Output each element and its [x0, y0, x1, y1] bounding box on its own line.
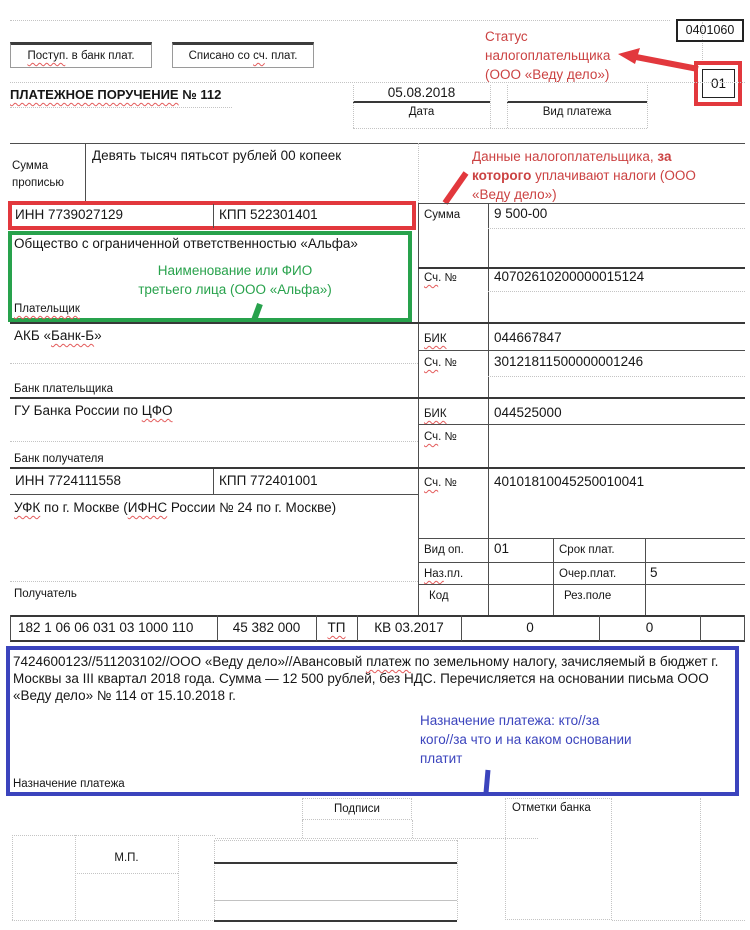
priority-value: 5 [650, 565, 658, 580]
dotted-line [488, 291, 745, 292]
payee-inn: ИНН 7724111558 [15, 473, 122, 488]
payer-data-annotation: Данные налогоплательщика, за которого уплачивают налоги (ООО «Веду дело») [472, 149, 696, 202]
taxpayer-status-box [702, 69, 735, 98]
form-code-box [676, 19, 744, 42]
payer-bank-account-label: Сч. № [424, 357, 457, 369]
red-arrow-icon [618, 48, 702, 76]
signature-line [214, 862, 457, 864]
form-code: 0401060 [685, 23, 735, 37]
received-in-bank-label: Поступ. в банк плат. [27, 50, 135, 62]
divider-line [10, 322, 745, 324]
date-label: Дата [408, 106, 435, 118]
payee-label: Получатель [14, 588, 77, 600]
kbk-cell: 182 1 06 06 031 03 1000 110 [18, 620, 194, 635]
divider-line [10, 640, 745, 642]
signatures-box [302, 798, 412, 820]
dotted-line [12, 835, 13, 920]
divider-line [488, 203, 489, 615]
dotted-line [10, 107, 232, 108]
signature-line [214, 920, 457, 922]
divider-line [418, 203, 745, 204]
payment-type-label: Вид платежа [542, 106, 612, 118]
amount-value: 9 500-00 [494, 206, 548, 221]
dotted-line [490, 85, 491, 128]
doc-number-cell: 0 [526, 620, 534, 635]
tax-period-cell: КВ 03.2017 [374, 620, 444, 635]
payer-bank-name: АКБ «Банк-Б» [14, 328, 102, 343]
payer-bank-bik: 044667847 [494, 330, 562, 345]
dotted-line [353, 85, 354, 128]
divider-line [418, 538, 745, 539]
divider-line [418, 203, 419, 615]
dotted-line [488, 228, 745, 229]
payee-bank-label: Банк получателя [14, 453, 104, 465]
stamp-label: М.П. [114, 852, 139, 864]
status-annotation: Статус налогоплательщика (ООО «Веду дело») [485, 29, 611, 82]
dotted-line [214, 840, 215, 920]
divider-line [353, 101, 490, 103]
payee-bank-name: ГУ Банка России по ЦФО [14, 403, 173, 418]
dotted-line [488, 376, 745, 377]
divider-line [418, 584, 745, 585]
purpose-annotation: Назначение платежа: кто//за кого//за что и на каком основании платит [420, 713, 632, 766]
payer-kpp: КПП 522301401 [219, 207, 318, 222]
document-title: ПЛАТЕЖНОЕ ПОРУЧЕНИЕ № 112 [10, 87, 222, 102]
bank-marks-label: Отметки банка [512, 802, 591, 814]
dotted-line [412, 820, 413, 838]
divider-line [700, 615, 701, 641]
purpose-code-label: Наз.пл. [424, 568, 464, 580]
payer-inn: ИНН 7739027129 [15, 207, 124, 222]
divider-line [418, 424, 745, 425]
divider-line [10, 615, 745, 617]
divider-line [10, 494, 418, 495]
payer-bank-bik-label: БИК [424, 333, 447, 345]
divider-line [507, 101, 647, 103]
dotted-line [75, 835, 76, 920]
bank-marks-box [505, 798, 612, 920]
divider-line [10, 467, 745, 469]
dotted-line [75, 873, 178, 874]
operation-type-value: 01 [494, 541, 510, 556]
signatures-label: Подписи [334, 803, 380, 815]
dotted-line [214, 840, 457, 841]
divider-line [10, 397, 745, 399]
amount-words-label2: прописью [12, 177, 65, 189]
payer-bank-label: Банк плательщика [14, 383, 114, 395]
dotted-line [178, 835, 179, 920]
payer-bank-corr-account: 30121811500000001246 [494, 354, 644, 369]
payee-bank-account-label: Сч. № [424, 431, 457, 443]
dotted-line [647, 85, 648, 128]
payee-account-label: Сч. № [424, 477, 457, 489]
divider-line [418, 350, 745, 351]
debited-from-account-box [172, 42, 314, 68]
code-label: Код [429, 590, 449, 602]
red-pointer-stroke-icon [438, 168, 472, 206]
operation-type-label: Вид оп. [424, 544, 464, 556]
divider-line [214, 900, 457, 901]
divider-line [10, 615, 11, 641]
dotted-line [302, 820, 303, 838]
payer-account: 40702610200000015124 [494, 269, 645, 284]
payer-account-label: Сч. № [424, 272, 457, 284]
dotted-line [10, 363, 418, 364]
priority-label: Очер.плат. [559, 568, 617, 580]
date-value: 05.08.2018 [387, 85, 456, 100]
amount-in-words: Девять тысяч пятьсот рублей 00 копеек [92, 148, 342, 163]
divider-line [213, 204, 214, 228]
divider-line [85, 143, 86, 203]
dotted-line [353, 128, 647, 129]
divider-line [553, 538, 554, 615]
reserve-field-label: Рез.поле [564, 590, 612, 602]
dotted-line [457, 840, 458, 920]
dotted-line [507, 85, 508, 128]
dotted-line [12, 835, 215, 836]
dotted-line [12, 920, 215, 921]
divider-line [645, 538, 646, 615]
payment-basis-cell: ТП [327, 620, 346, 635]
received-in-bank-box [10, 42, 152, 68]
payer-name: Общество с ограниченной ответственностью «Альфа» [14, 236, 358, 251]
dotted-line [10, 20, 670, 21]
dotted-line [10, 441, 418, 442]
dotted-line [10, 581, 418, 582]
divider-line [744, 615, 745, 641]
purpose-text: 7424600123//511203102//ООО «Веду дело»//Авансовый платеж по земельному налогу, зачисляемый в бюджет г. Москвы за III квартал 2018 года. Сумма — 12 500 рублей, без НДС. Перечисляется на основании письма ООО «Веду дело» № 114 от 15.10.2018 г. [13, 654, 719, 703]
divider-line [418, 562, 745, 563]
dotted-line [418, 143, 419, 203]
amount-label: Сумма [424, 209, 461, 221]
payee-bank-bik: 044525000 [494, 405, 562, 420]
payee-account: 40101810045250010041 [494, 474, 645, 489]
divider-line [213, 469, 214, 494]
divider-line [10, 143, 745, 144]
oktmo-cell: 45 382 000 [232, 620, 301, 635]
blue-tick-icon [480, 768, 494, 796]
doc-date-cell: 0 [645, 620, 654, 635]
due-date-label: Срок плат. [559, 544, 615, 556]
dotted-line [10, 82, 745, 83]
payer-label: Плательщик [14, 303, 80, 315]
debited-from-account-label: Списано со сч. плат. [188, 50, 298, 62]
payee-kpp: КПП 772401001 [219, 473, 318, 488]
purpose-label: Назначение платежа [13, 778, 125, 790]
dotted-line [612, 920, 745, 921]
amount-words-label: Сумма [12, 160, 49, 172]
third-party-annotation: Наименование или ФИО третьего лица (ООО «Альфа») [138, 263, 332, 297]
payee-name: УФК по г. Москве (ИФНС России № 24 по г. Москве) [14, 500, 337, 515]
taxpayer-status-value: 01 [710, 76, 727, 91]
dotted-line [215, 838, 538, 839]
dotted-line [700, 798, 701, 920]
payee-bank-bik-label: БИК [424, 408, 447, 420]
